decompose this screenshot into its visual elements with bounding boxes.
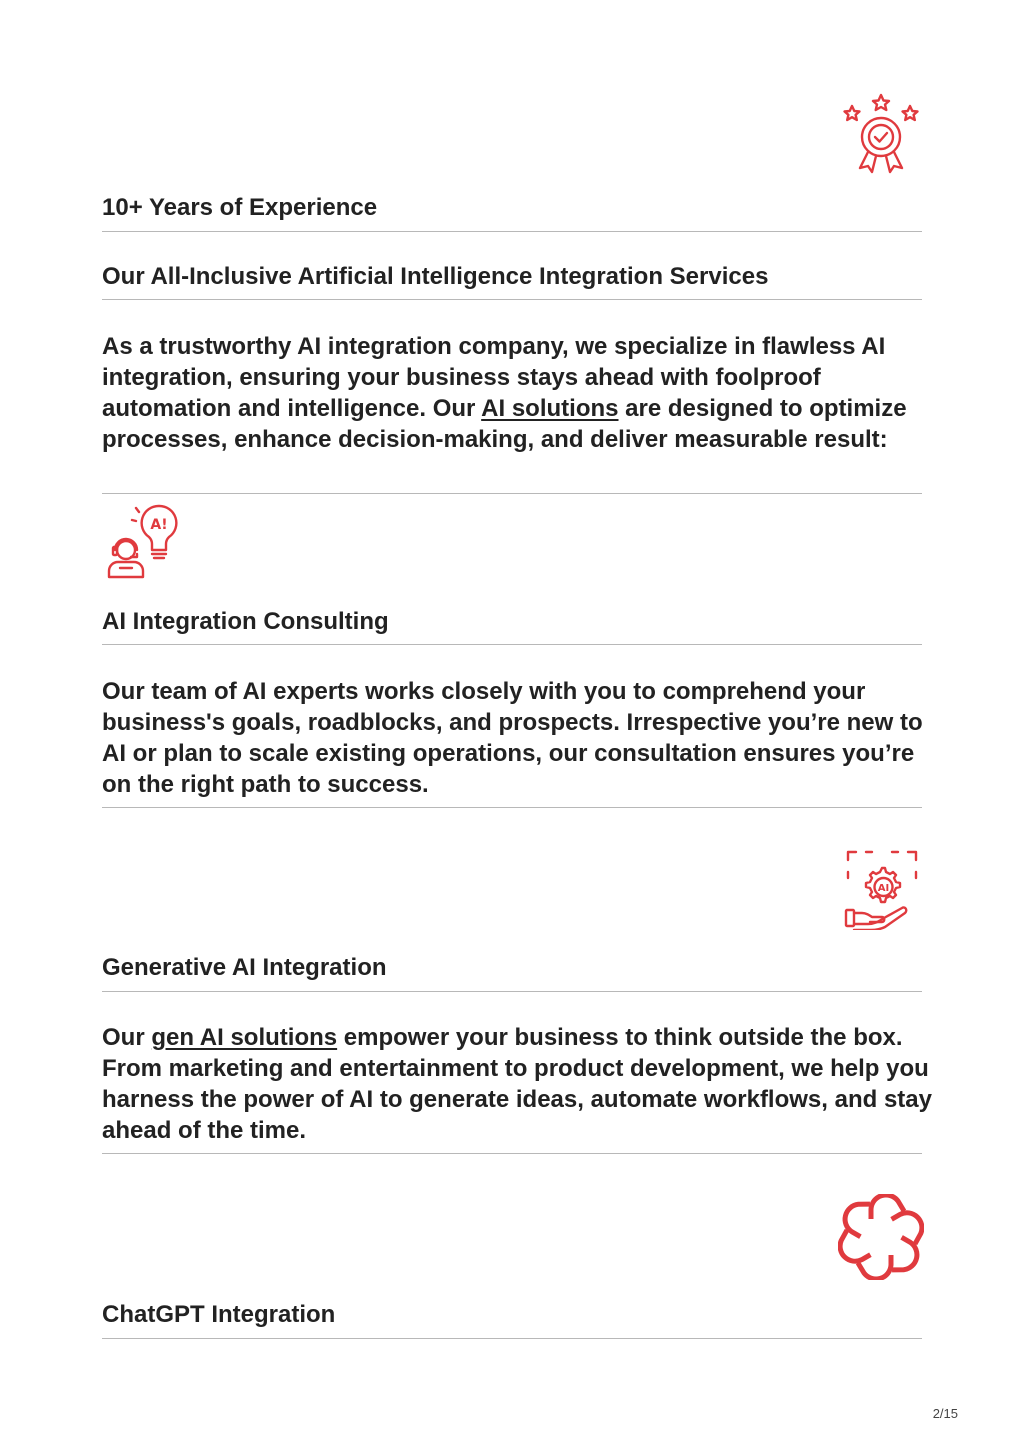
intro-text-end: are designed to optimize processes, enhance decision-making, and deliver measurable result: bbox=[102, 395, 907, 453]
divider bbox=[102, 991, 922, 992]
gen-ai-solutions-link[interactable]: gen AI solutions bbox=[151, 1024, 338, 1051]
services-heading: Our All-Inclusive Artificial Intelligence Integration Services bbox=[102, 263, 769, 290]
ai-gear-hand-icon bbox=[842, 848, 924, 930]
divider bbox=[102, 1338, 922, 1339]
generative-text-end: empower your business to think outside the box. From marketing and entertainment to product development, we help you harness the power of AI to generate ideas, automate workflows, and stay ahead of the time. bbox=[102, 1024, 932, 1144]
ai-solutions-link[interactable]: AI solutions bbox=[481, 395, 619, 422]
page-number: 2/15 bbox=[932, 1406, 958, 1421]
divider bbox=[102, 807, 922, 808]
consulting-paragraph: Our team of AI experts works closely with you to comprehend your business's goals, roadblocks, and prospects. Irrespective you’re new to AI or plan to scale existing operations, our consultation ensures you’re on the right path to success. bbox=[102, 678, 923, 798]
svg-text:A!: A! bbox=[150, 517, 168, 533]
ai-consultant-lightbulb-icon bbox=[104, 502, 184, 580]
divider bbox=[102, 299, 922, 300]
generative-text-start: Our bbox=[102, 1024, 152, 1051]
consulting-heading: AI Integration Consulting bbox=[102, 608, 389, 635]
divider bbox=[102, 644, 922, 645]
award-stars-icon bbox=[838, 92, 924, 174]
svg-text:AI: AI bbox=[877, 883, 890, 894]
divider bbox=[102, 231, 922, 232]
openai-knot-icon bbox=[838, 1194, 924, 1280]
chatgpt-heading: ChatGPT Integration bbox=[102, 1301, 336, 1328]
divider bbox=[102, 1153, 922, 1154]
generative-paragraph bbox=[102, 1022, 932, 1146]
intro-text-start: As a trustworthy AI integration company, we specialize in flawless AI integration, ensuring your business stays ahead with foolproof automation and intelligence. Our bbox=[102, 333, 886, 422]
intro-paragraph bbox=[102, 331, 932, 455]
experience-heading: 10+ Years of Experience bbox=[102, 194, 378, 221]
divider bbox=[102, 493, 922, 494]
generative-heading: Generative AI Integration bbox=[102, 954, 387, 981]
